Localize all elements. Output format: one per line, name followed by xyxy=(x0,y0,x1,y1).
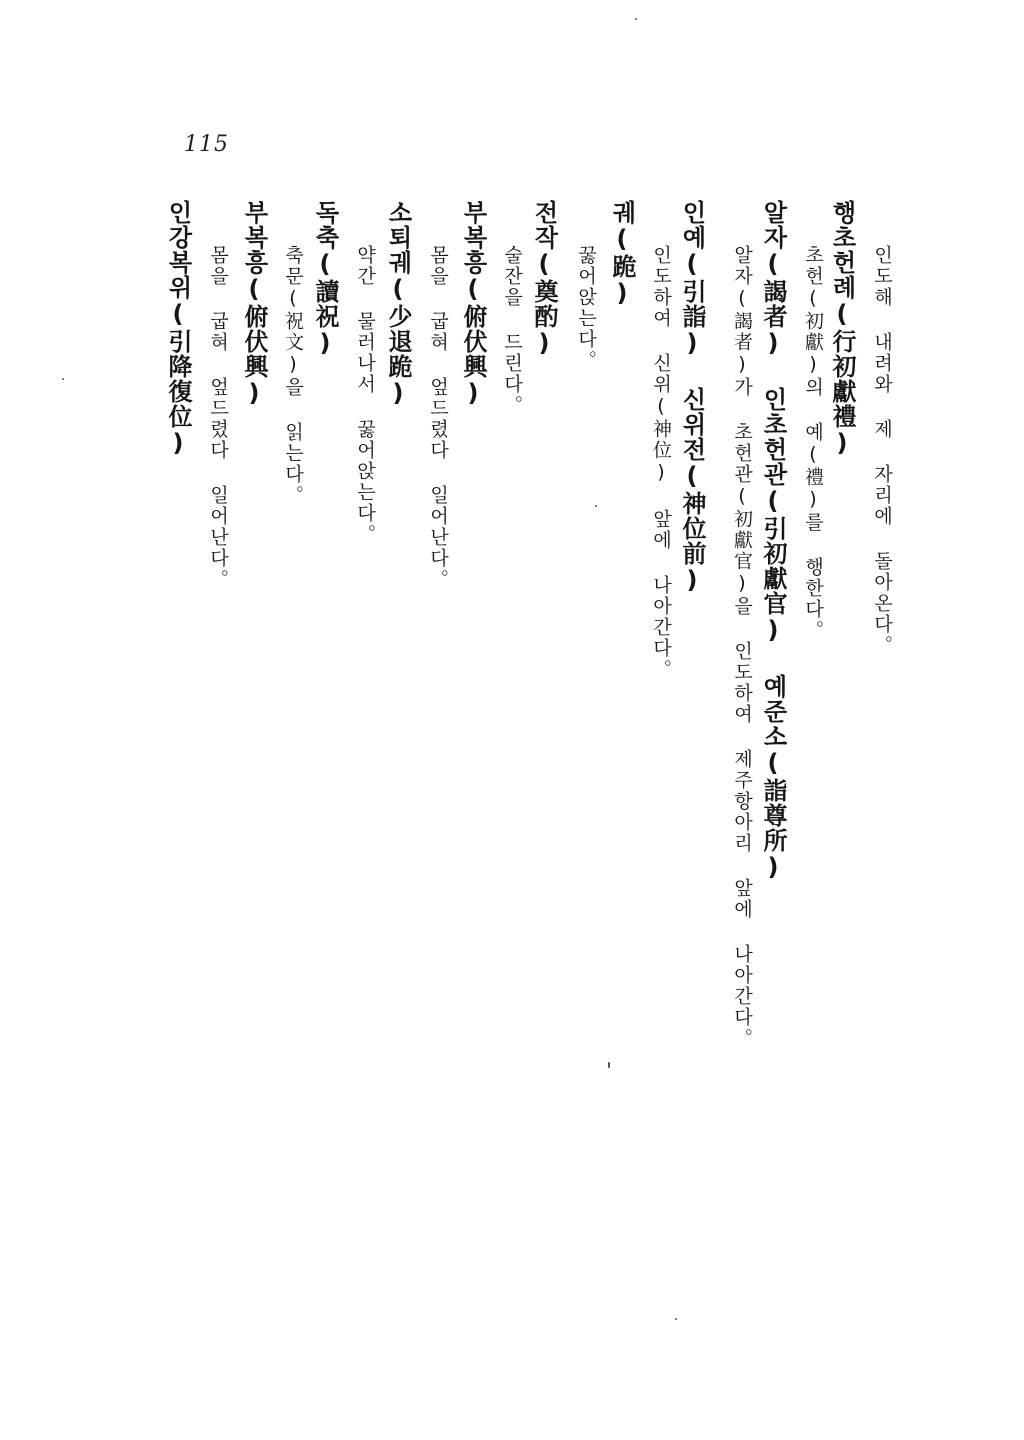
text-line-3: 초헌(初獻)의 예(禮)를 행한다。 xyxy=(802,245,824,641)
text-line-1: 인도해 내려와 제 자리에 돌아온다。 xyxy=(871,245,893,656)
text-line-15: 약간 물러나서 꿇어앉는다。 xyxy=(354,245,376,545)
text-line-9: 꿇어앉는다。 xyxy=(575,245,597,371)
text-line-14: 소퇴궤(少退跪) xyxy=(384,200,412,408)
text-line-13: 몸을 굽혀 엎드렸다 일어난다。 xyxy=(427,245,449,590)
scan-speck xyxy=(675,1318,677,1320)
text-line-4: 알자(謁者) 인초헌관(引初獻官) 예준소(詣尊所) xyxy=(759,200,787,882)
text-line-2: 행초헌례(行初獻禮) xyxy=(828,200,856,458)
text-line-10: 전작(奠酌) xyxy=(530,200,558,358)
text-line-17: 축문(祝文)을 읽는다。 xyxy=(282,245,304,506)
scan-speck xyxy=(595,505,597,507)
text-line-12: 부복흥(俯伏興) xyxy=(459,200,487,408)
text-line-7: 인도하여 신위(神位) 앞에 나아간다。 xyxy=(650,245,672,680)
text-line-18: 부복흥(俯伏興) xyxy=(240,200,268,408)
scan-speck xyxy=(62,378,64,380)
text-line-16: 독축(讀祝) xyxy=(311,200,339,358)
scan-speck xyxy=(635,18,637,20)
page-number: 115 xyxy=(184,132,229,157)
text-line-5: 알자(謁者)가 초헌관(初獻官)을 인도하여 제주항아리 앞에 나아간다。 xyxy=(731,245,753,1049)
text-line-8: 궤(跪) xyxy=(608,200,636,308)
text-line-20: 인강복위(引降復位) xyxy=(164,200,192,458)
text-line-19: 몸을 굽혀 엎드렸다 일어난다。 xyxy=(207,245,229,590)
text-line-11: 술잔을 드린다。 xyxy=(501,245,523,416)
scan-speck xyxy=(608,1062,610,1068)
text-line-6: 인예(引詣) 신위전(神位前) xyxy=(678,200,706,595)
